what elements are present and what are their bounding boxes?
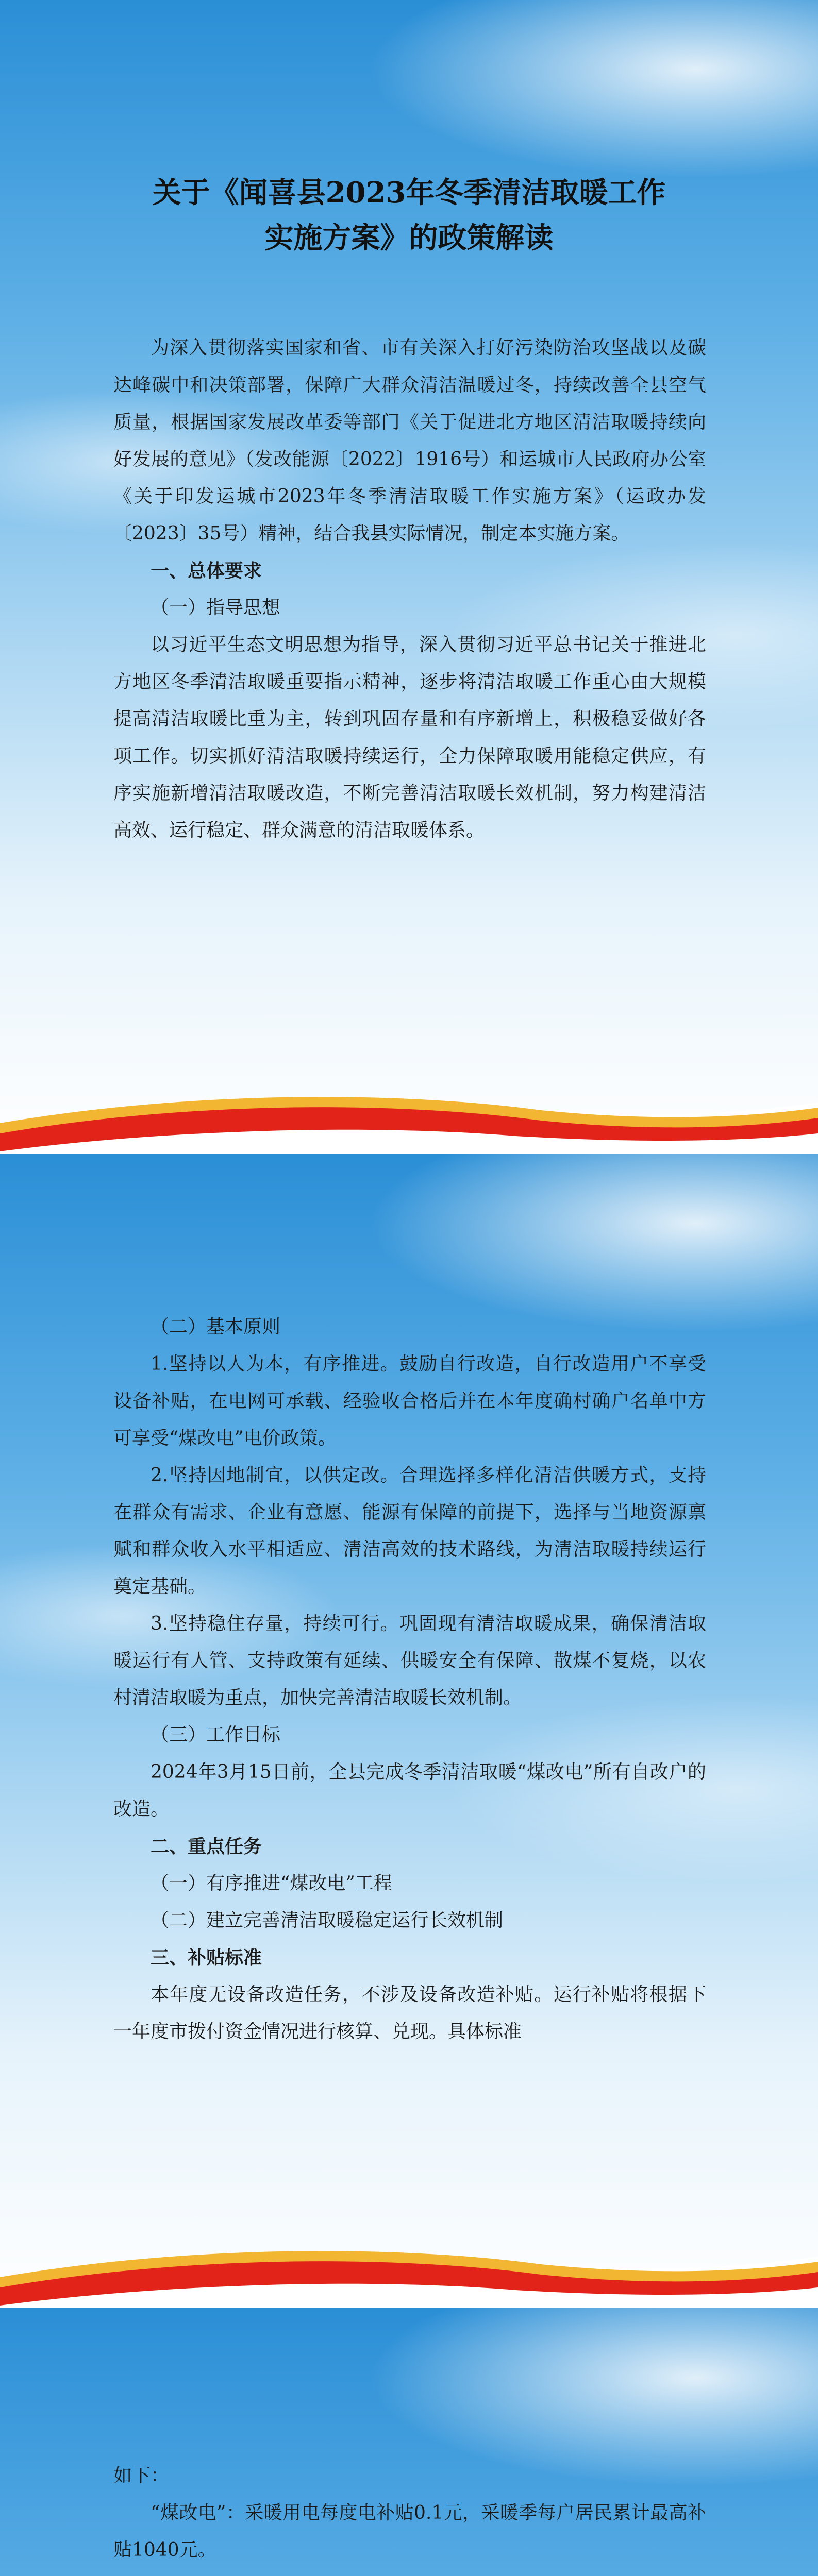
- section-1-heading: 一、总体要求: [151, 560, 262, 582]
- section-3-heading: 三、补贴标准: [151, 1947, 262, 1969]
- principle-3: 3.坚持稳住存量，持续可行。巩固现有清洁取暖成果，确保清洁取暖运行有人管、支持政策有延续、供暖安全有保障、散煤不复烧，以农村清洁取暖为重点，加快完善清洁取暖长效机制。: [113, 1613, 706, 1708]
- panel-2-body: [113, 1309, 706, 2050]
- title-line-1: 关于《闻喜县2023年冬季清洁取暖工作: [152, 176, 666, 210]
- work-goal-paragraph: 2024年3月15日前，全县完成冬季清洁取暖“煤改电”所有自改户的改造。: [113, 1761, 706, 1820]
- subsidy-paragraph: 本年度无设备改造任务，不涉及设备改造补贴。运行补贴将根据下一年度市拨付资金情况进行核算、兑现。具体标准: [113, 1984, 706, 2042]
- decorative-wave-2: [0, 2246, 818, 2308]
- subsidy-coal-to-electric: “煤改电”：采暖用电每度电补贴0.1元，采暖季每户居民累计最高补贴1040元。: [113, 2502, 706, 2561]
- title-line-2: 实施方案》的政策解读: [264, 221, 554, 255]
- decorative-wave-1: [0, 1092, 818, 1154]
- page-panel-3: [0, 2308, 818, 2576]
- subsidy-coal-to-gas: [113, 2569, 706, 2576]
- section-2-heading: 二、重点任务: [151, 1836, 262, 1857]
- task-2: （二）建立完善清洁取暖稳定运行长效机制: [151, 1910, 504, 1931]
- task-1: （一）有序推进“煤改电”工程: [151, 1873, 392, 1894]
- subsection-guiding-thought: （一）指导思想: [151, 597, 281, 618]
- page-panel-1: [0, 0, 818, 1154]
- intro-paragraph: 为深入贯彻落实国家和省、市有关深入打好污染防治攻坚战以及碳达峰碳中和决策部署，保障广大群众清洁温暖过冬，持续改善全县空气质量，根据国家发展改革委等部门《关于促进北方地区清洁取暖持续向好发展的意见》（发改能源〔2022〕1916号）和运城市人民政府办公室《关于印发运城市2023年冬季清洁取暖工作实施方案》（运政办发〔2023〕35号）精神，结合我县实际情况，制定本实施方案。: [113, 337, 706, 544]
- page-panel-2: [0, 1154, 818, 2308]
- panel-1-body: [113, 330, 706, 849]
- subsection-work-goal: （三）工作目标: [151, 1724, 281, 1745]
- panel-3-body: [113, 2458, 706, 2576]
- principle-2: 2.坚持因地制宜，以供定改。合理选择多样化清洁供暖方式，支持在群众有需求、企业有意愿、能源有保障的前提下，选择与当地资源禀赋和群众收入水平相适应、清洁高效的技术路线，为清洁取暖持续运行奠定基础。: [113, 1465, 706, 1597]
- guiding-thought-paragraph: 以习近平生态文明思想为指导，深入贯彻习近平总书记关于推进北方地区冬季清洁取暖重要指示精神，逐步将清洁取暖工作重心由大规模提高清洁取暖比重为主，转到巩固存量和有序新增上，积极稳妥做好各项工作。切实抓好清洁取暖持续运行，全力保障取暖用能稳定供应，有序实施新增清洁取暖改造，不断完善清洁取暖长效机制，努力构建清洁高效、运行稳定、群众满意的清洁取暖体系。: [113, 634, 706, 841]
- document-title: [0, 170, 818, 261]
- continuation-text: 如下：: [113, 2465, 170, 2486]
- subsection-basic-principles: （二）基本原则: [151, 1316, 281, 1337]
- principle-1: 1.坚持以人为本，有序推进。鼓励自行改造，自行改造用户不享受设备补贴，在电网可承载、经验收合格后并在本年度确村确户名单中方可享受“煤改电”电价政策。: [113, 1353, 706, 1449]
